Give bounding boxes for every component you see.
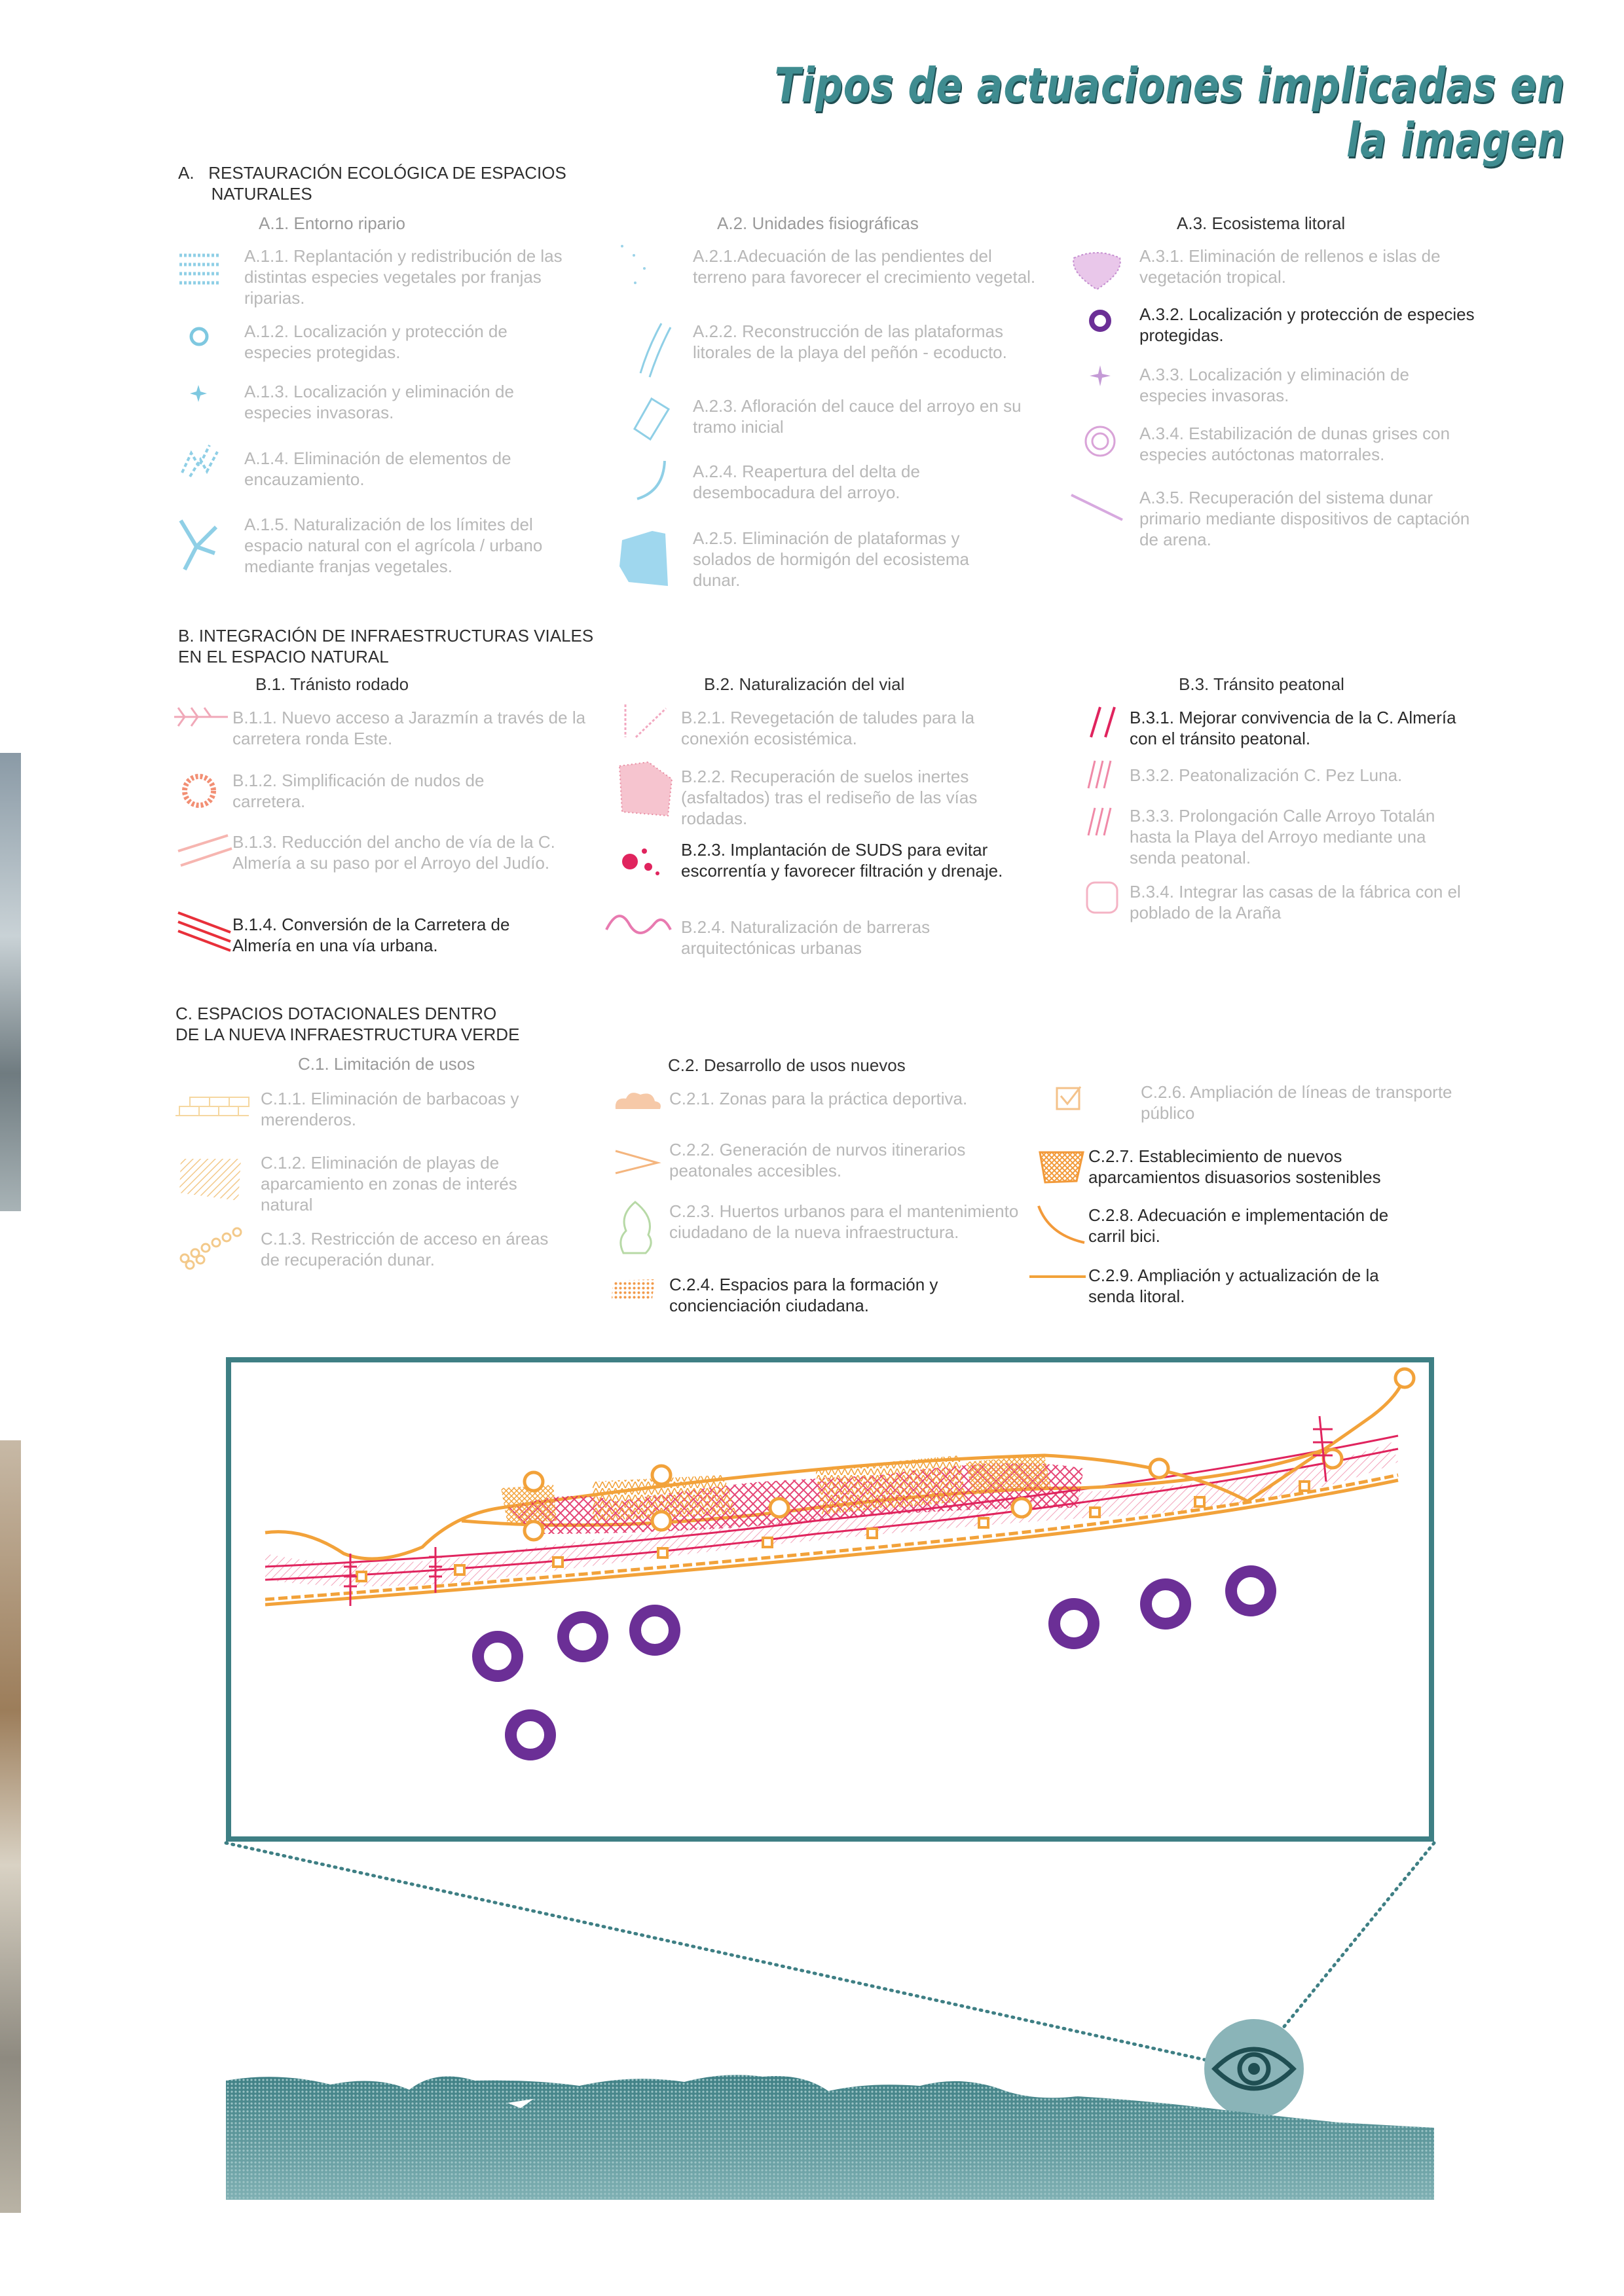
pattern-block-icon	[616, 759, 674, 818]
fork-icon	[177, 507, 229, 573]
b24-text: B.2.4. Naturalización de barreras arquitectónicas urbanas	[681, 917, 931, 958]
c28-text: C.2.8. Adecuación e implementación de carril bici.	[1088, 1205, 1389, 1246]
a21-text: A.2.1.Adecuación de las pendientes del terreno para favorecer el crecimiento vegetal.	[693, 246, 1036, 287]
a2-heading: A.2. Unidades fisiográficas	[717, 213, 919, 233]
curve-orange-icon	[1036, 1202, 1088, 1248]
wave-icon	[602, 903, 674, 949]
b31-text: B.3.1. Mejorar convivencia de la C. Almería con el tránsito peatonal.	[1130, 708, 1456, 748]
purple-ring-icon	[1087, 308, 1113, 334]
a12-text: A.1.2. Localización y protección de especies protegidas.	[244, 321, 507, 362]
b12-text: B.1.2. Simplificación de nudos de carretera.	[232, 771, 485, 811]
b11-text: B.1.1. Nuevo acceso a Jarazmín a través de la carretera ronda Este.	[232, 708, 586, 748]
orange-line-icon	[1028, 1270, 1087, 1283]
leaf-icon	[616, 1198, 661, 1257]
c13-text: C.1.3. Restricción de acceso en áreas de recuperación dunar.	[261, 1229, 549, 1269]
page-title: Tipos de actuaciones implicadas en la imagen	[774, 58, 1565, 168]
c26-text: C.2.6. Ampliación de líneas de transporte público	[1141, 1082, 1452, 1123]
a32-text: A.3.2. Localización y protección de especies protegidas.	[1139, 304, 1475, 345]
dots-icon	[616, 242, 668, 295]
b32-text: B.3.2. Peatonalización C. Pez Luna.	[1130, 765, 1403, 785]
drops-icon	[618, 845, 664, 884]
a14-text: A.1.4. Eliminación de elementos de encauzamiento.	[244, 448, 511, 489]
a15-text: A.1.5. Naturalización de los límites del espacio natural con el agrícola / urbano mediante franjas vegetales.	[244, 515, 543, 576]
red-lines-icon	[175, 902, 234, 948]
c22-text: C.2.2. Generación de nurvos itinerarios peatonales accesibles.	[669, 1140, 966, 1180]
double-ring-icon	[1083, 424, 1117, 458]
a25-text: A.2.5. Eliminación de plataformas y solados de hormigón del ecosistema dunar.	[693, 528, 970, 590]
slash-icon	[1088, 704, 1121, 744]
b2-heading: B.2. Naturalización del vial	[704, 674, 905, 694]
c27-text: C.2.7. Establecimiento de nuevos aparcamientos disuasorios sostenibles	[1088, 1146, 1381, 1187]
rounded-square-icon	[1084, 880, 1121, 917]
photo-edge-top	[0, 753, 21, 1211]
site-plan-map	[226, 1357, 1434, 1842]
a31-text: A.3.1. Eliminación de rellenos e islas de vegetación tropical.	[1139, 246, 1441, 287]
coastline-silhouette	[226, 2062, 1434, 2200]
b13-text: B.1.3. Reducción del ancho de vía de la C. Almería a su paso por el Arroyo del Judío.	[232, 832, 555, 873]
grid-block-icon	[1036, 1147, 1086, 1186]
ring-chain-icon	[175, 1219, 254, 1271]
b1-heading: B.1. Tránisto rodado	[255, 674, 409, 694]
diagonal-hatch-icon	[175, 1154, 248, 1206]
arc-icon	[632, 458, 671, 504]
hatch-icon	[1086, 759, 1118, 792]
zigzag-icon	[177, 440, 223, 479]
sparkle-icon	[1088, 364, 1112, 388]
b3-heading: B.3. Tránsito peatonal	[1179, 674, 1344, 694]
a11-text: A.1.1. Replantación y redistribución de las distintas especies vegetales por franjas riparias.	[244, 246, 563, 308]
double-line-icon	[175, 831, 234, 871]
c29-text: C.2.9. Ampliación y actualización de la senda litoral.	[1088, 1266, 1379, 1306]
curves-icon	[635, 321, 674, 380]
roundabout-icon	[178, 770, 220, 812]
a24-text: A.2.4. Reapertura del delta de desembocadura del arroyo.	[693, 462, 920, 502]
branch-icon	[172, 704, 231, 730]
parallelogram-icon	[632, 396, 671, 442]
a35-text: A.3.5. Recuperación del sistema dunar primario mediante dispositivos de captación de arena.	[1139, 488, 1470, 549]
c21-text: C.2.1. Zonas para la práctica deportiva.	[669, 1089, 968, 1108]
b14-text: B.1.4. Conversión de la Carretera de Almería en una vía urbana.	[232, 915, 510, 955]
check-box-icon	[1054, 1084, 1083, 1113]
brick-icon	[175, 1087, 254, 1126]
dotted-block-icon	[609, 1277, 661, 1303]
a23-text: A.2.3. Afloración del cauce del arroyo en su tramo inicial	[693, 396, 1022, 437]
c11-text: C.1.1. Eliminación de barbacoas y merenderos.	[261, 1089, 519, 1129]
a22-text: A.2.2. Reconstrucción de las plataformas litorales de la playa del peñón - ecoducto.	[693, 321, 1007, 362]
c24-text: C.2.4. Espacios para la formación y concienciación ciudadana.	[669, 1275, 938, 1315]
c23-text: C.2.3. Huertos urbanos para el mantenimiento ciudadano de la nueva infraestructura.	[669, 1201, 1019, 1242]
c2-heading: C.2. Desarrollo de usos nuevos	[668, 1055, 906, 1075]
circle-icon	[187, 325, 211, 348]
a13-text: A.1.3. Localización y eliminación de especies invasoras.	[244, 382, 514, 422]
a34-text: A.3.4. Estabilización de dunas grises con especies autóctonas matorrales.	[1139, 424, 1450, 464]
slab-icon	[616, 527, 674, 589]
b34-text: B.3.4. Integrar las casas de la fábrica con el poblado de la Araña	[1130, 882, 1461, 922]
photo-edge-bottom	[0, 1440, 21, 2213]
heart-icon	[1067, 249, 1126, 295]
b22-text: B.2.2. Recuperación de suelos inertes (asfaltados) tras el rediseño de las vías rodadas.	[681, 767, 978, 828]
b33-text: B.3.3. Prolongación Calle Arroyo Totalán hasta la Playa del Arroyo mediante una senda peatonal.	[1130, 806, 1435, 867]
hatch-icon	[1086, 807, 1118, 839]
slope-icon	[619, 702, 671, 741]
cloud-icon	[612, 1087, 664, 1113]
c1-heading: C.1. Limitación de usos	[298, 1054, 475, 1074]
section-c-title: C. ESPACIOS DOTACIONALES DENTRO DE LA NUEVA INFRAESTRUCTURA VERDE	[175, 1004, 520, 1044]
star-icon	[189, 384, 208, 403]
section-a-title: A. RESTAURACIÓN ECOLÓGICA DE ESPACIOS NATURALES	[178, 163, 566, 204]
line-icon	[1067, 491, 1126, 524]
a1-heading: A.1. Entorno ripario	[259, 213, 406, 233]
c12-text: C.1.2. Eliminación de playas de aparcamiento en zonas de interés natural	[261, 1153, 517, 1214]
a3-heading: A.3. Ecosistema litoral	[1177, 213, 1346, 233]
stripes-icon	[177, 250, 223, 296]
chevron-icon	[612, 1146, 664, 1178]
b21-text: B.2.1. Revegetación de taludes para la conexión ecosistémica.	[681, 708, 975, 748]
b23-text: B.2.3. Implantación de SUDS para evitar escorrentía y favorecer filtración y drenaje.	[681, 840, 1003, 881]
section-b-title: B. INTEGRACIÓN DE INFRAESTRUCTURAS VIALES EN EL ESPACIO NATURAL	[178, 626, 594, 666]
a33-text: A.3.3. Localización y eliminación de especies invasoras.	[1139, 365, 1409, 405]
